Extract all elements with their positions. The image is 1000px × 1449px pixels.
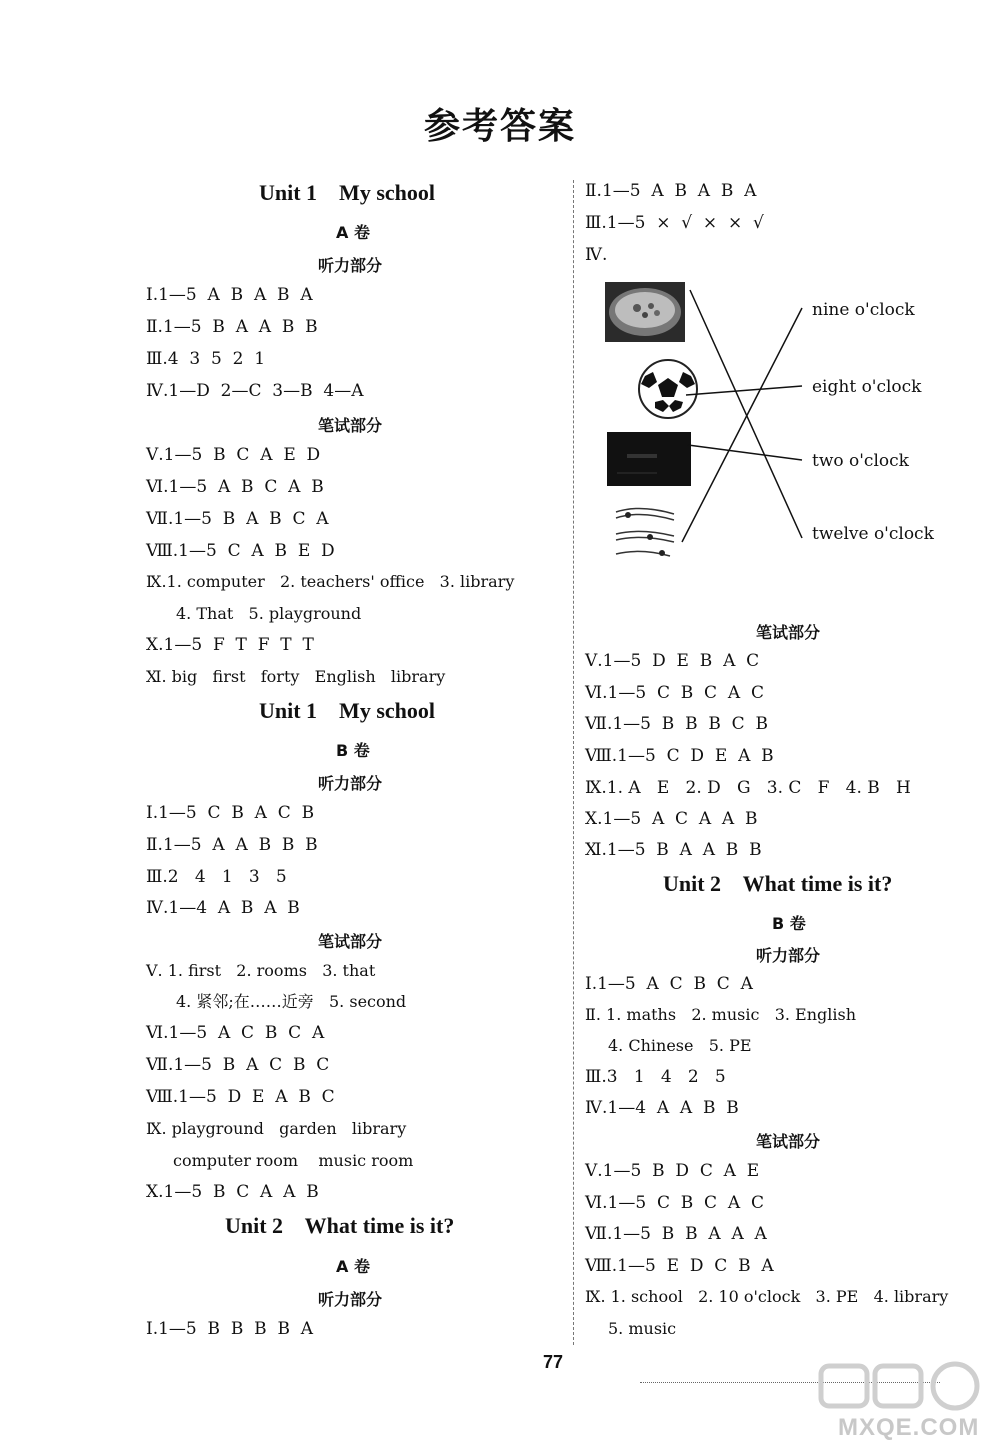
- volume-heading: B 卷: [336, 741, 370, 760]
- answer-line: Ⅵ.1—5 A B C A B: [146, 477, 324, 497]
- answer-line: Ⅲ.3 1 4 2 5: [585, 1067, 726, 1087]
- answer-line: Ⅲ.2 4 1 3 5: [146, 867, 287, 887]
- page-title: 参考答案: [423, 106, 576, 147]
- tv-picture: [607, 432, 691, 486]
- volume-heading: A 卷: [336, 223, 370, 242]
- answer-line: Ⅱ.1—5 B A A B B: [146, 317, 318, 337]
- unit-heading: Unit 2 What time is it?: [663, 871, 893, 896]
- page-number: 77: [543, 1352, 564, 1372]
- answer-line: Ⅱ.1—5 A A B B B: [146, 835, 318, 855]
- answer-line: 4. That 5. playground: [176, 604, 362, 623]
- answer-line: Ⅴ. 1. first 2. rooms 3. that: [146, 961, 376, 980]
- volume-heading: B 卷: [772, 914, 806, 933]
- answer-line: Ⅱ.1—5 A B A B A: [585, 181, 757, 201]
- section-heading: 笔试部分: [318, 932, 383, 951]
- answer-line: Ⅶ.1—5 B B B C B: [585, 714, 768, 734]
- answer-line: Ⅰ.1—5 B B B B A: [146, 1319, 314, 1339]
- answer-line: Ⅷ.1—5 E D C B A: [585, 1256, 774, 1276]
- match-label: eight o'clock: [812, 377, 922, 397]
- match-label: two o'clock: [812, 451, 909, 471]
- answer-line: 5. music: [608, 1319, 677, 1338]
- answer-line: Ⅺ. big first forty English library: [146, 667, 446, 686]
- music-picture: [610, 500, 680, 562]
- answer-line: Ⅰ.1—5 A B A B A: [146, 285, 313, 305]
- section-heading: 听力部分: [756, 946, 821, 965]
- answer-line: Ⅴ.1—5 B C A E D: [146, 445, 321, 465]
- answer-line: Ⅳ.: [585, 245, 608, 265]
- section-heading: 笔试部分: [756, 1132, 821, 1151]
- answer-line: Ⅵ.1—5 C B C A C: [585, 1193, 764, 1213]
- answer-line: Ⅷ.1—5 D E A B C: [146, 1087, 335, 1107]
- volume-heading: A 卷: [336, 1257, 370, 1276]
- answer-line: Ⅸ.1. A E 2. D G 3. C F 4. B H: [585, 778, 911, 798]
- answer-line: Ⅲ.1—5 × √ × × √: [585, 213, 764, 233]
- answer-line: Ⅸ. playground garden library: [146, 1119, 407, 1138]
- match-label: twelve o'clock: [812, 524, 934, 544]
- watermark-text: MXQE.COM: [838, 1414, 980, 1441]
- answer-line: Ⅹ.1—5 A C A A B: [585, 809, 758, 829]
- answer-line: Ⅰ.1—5 C B A C B: [146, 803, 315, 823]
- answer-line: Ⅳ.1—D 2—C 3—B 4—A: [146, 381, 364, 401]
- section-heading: 笔试部分: [756, 623, 821, 642]
- answer-line: Ⅴ.1—5 D E B A C: [585, 651, 760, 671]
- answer-line: Ⅶ.1—5 B A C B C: [146, 1055, 330, 1075]
- unit-heading: Unit 1 My school: [259, 180, 435, 205]
- answer-line: Ⅲ.4 3 5 2 1: [146, 349, 266, 369]
- answer-line: Ⅳ.1—4 A A B B: [585, 1098, 739, 1118]
- answer-line: Ⅴ.1—5 B D C A E: [585, 1161, 760, 1181]
- section-heading: 笔试部分: [318, 416, 383, 435]
- answer-line: Ⅸ. 1. school 2. 10 o'clock 3. PE 4. library: [585, 1287, 949, 1306]
- matching-lines: [680, 280, 820, 570]
- answer-line: 4. 紧邻;在……近旁 5. second: [176, 992, 407, 1011]
- unit-heading: Unit 2 What time is it?: [225, 1213, 455, 1238]
- answer-line: Ⅷ.1—5 C D E A B: [585, 746, 774, 766]
- answer-line: Ⅵ.1—5 C B C A C: [585, 683, 764, 703]
- answer-line: Ⅱ. 1. maths 2. music 3. English: [585, 1005, 857, 1024]
- answer-line: Ⅺ.1—5 B A A B B: [585, 840, 762, 860]
- column-divider: [573, 180, 574, 1345]
- unit-heading: Unit 1 My school: [259, 698, 435, 723]
- answer-line: Ⅳ.1—4 A B A B: [146, 898, 300, 918]
- answer-line: Ⅸ.1. computer 2. teachers' office 3. library: [146, 572, 515, 591]
- answer-line: Ⅹ.1—5 B C A A B: [146, 1182, 319, 1202]
- match-label: nine o'clock: [812, 300, 915, 320]
- answer-line: Ⅶ.1—5 B A B C A: [146, 509, 329, 529]
- section-heading: 听力部分: [318, 1290, 383, 1309]
- section-heading: 听力部分: [318, 256, 383, 275]
- answer-line: Ⅶ.1—5 B B A A A: [585, 1224, 767, 1244]
- answer-line: Ⅷ.1—5 C A B E D: [146, 541, 335, 561]
- answer-line: 4. Chinese 5. PE: [608, 1036, 752, 1055]
- answer-line: computer room music room: [173, 1151, 414, 1170]
- answer-line: Ⅹ.1—5 F T F T T: [146, 635, 314, 655]
- cake-picture: [605, 282, 685, 342]
- answer-line: Ⅰ.1—5 A C B C A: [585, 974, 753, 994]
- answer-line: Ⅵ.1—5 A C B C A: [146, 1023, 325, 1043]
- section-heading: 听力部分: [318, 774, 383, 793]
